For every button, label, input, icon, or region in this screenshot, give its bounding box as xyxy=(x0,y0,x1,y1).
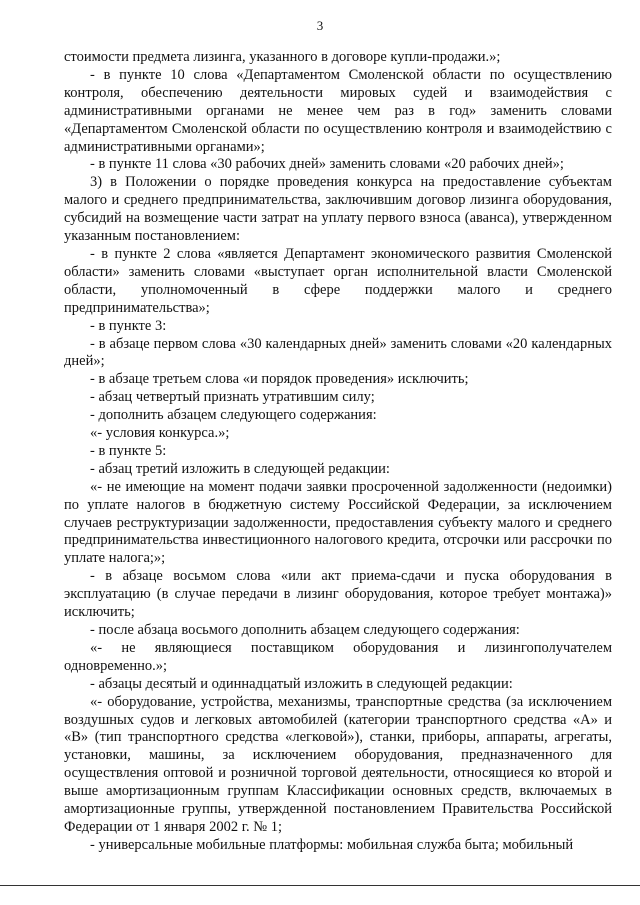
paragraph: - в пункте 2 слова «является Департамент экономического развития Смоленской области» заменить словами «выступает орган исполнительной власти Смоленской области, уполномоченный в сфере поддержки малого и среднего предпринимательства»; xyxy=(64,245,612,316)
paragraph: - абзацы десятый и одиннадцатый изложить в следующей редакции: xyxy=(90,675,513,692)
paragraph: - в абзаце первом слова «30 календарных дней» заменить словами «20 календарных дней»; xyxy=(64,335,612,370)
paragraph: «- не являющиеся поставщиком оборудования и лизингополучателем одновременно.»; xyxy=(64,639,612,674)
paragraph: стоимости предмета лизинга, указанного в договоре купли-продажи.»; xyxy=(64,49,501,65)
paragraph: - абзац третий изложить в следующей редакции: xyxy=(90,460,390,477)
paragraph: - в пункте 3: xyxy=(90,317,167,334)
paragraph: - абзац четвертый признать утратившим силу; xyxy=(90,389,375,406)
paragraph: - в абзаце третьем слова «и порядок проведения» исключить; xyxy=(90,371,469,388)
paragraph: - в пункте 11 слова «30 рабочих дней» заменить словами «20 рабочих дней»; xyxy=(90,156,564,173)
paragraph: 3) в Положении о порядке проведения конкурса на предоставление субъектам малого и среднего предпринимательства, заключившим договор лизинга оборудования, субсидий на возмещение части затрат на уплату первого взноса (аванса), утвержденном указанным постановлением: xyxy=(64,174,612,245)
paragraph: - в пункте 5: xyxy=(90,442,167,459)
paragraph: - после абзаца восьмого дополнить абзацем следующего содержания: xyxy=(90,622,520,638)
document-body xyxy=(64,49,612,855)
paragraph: «- оборудование, устройства, механизмы, транспортные средства (за исключением воздушных судов и легковых автомобилей (категории транспортного средства «А» и «В» (тип транспортного средства «легковой»), станки, приборы, аппараты, агрегаты, установки, машины, за исключением оборудования, предназначенного для осуществления оптовой и розничной торговой деятельности, относящиеся ко второй и выше амортизационным группам Классификации основных средств, включаемых в амортизационные группы, утвержденной постановлением Правительства Российской Федерации от 1 января 2002 г. № 1; xyxy=(64,693,612,835)
paragraph: - в абзаце восьмом слова «или акт приема-сдачи и пуска оборудования в эксплуатацию (в случае передачи в лизинг оборудования, которое требует монтажа)» исключить; xyxy=(64,568,612,621)
paragraph: «- условия конкурса.»; xyxy=(90,425,230,442)
paragraph: - в пункте 10 слова «Департаментом Смоленской области по осуществлению контроля, обеспечению деятельности мировых судей и взаимодействия с административными органами не менее чем раз в год» заменить словами «Департаментом Смоленской области по осуществлению контроля и взаимодействию с административными органами»; xyxy=(64,66,612,155)
paragraph: «- не имеющие на момент подачи заявки просроченной задолженности (недоимки) по уплате налогов в бюджетную систему Российской Федерации, за исключением случаев реструктуризации задолженности, предоставления субъекту малого и среднего предпринимательства инвестиционного налогового кредита, отсрочки или рассрочки по уплате налога;»; xyxy=(64,478,612,567)
page-number: 3 xyxy=(316,18,324,33)
page-bottom-rule xyxy=(0,885,640,886)
paragraph: - универсальные мобильные платформы: мобильная служба быта; мобильный xyxy=(90,836,574,853)
paragraph: - дополнить абзацем следующего содержания: xyxy=(90,407,377,424)
